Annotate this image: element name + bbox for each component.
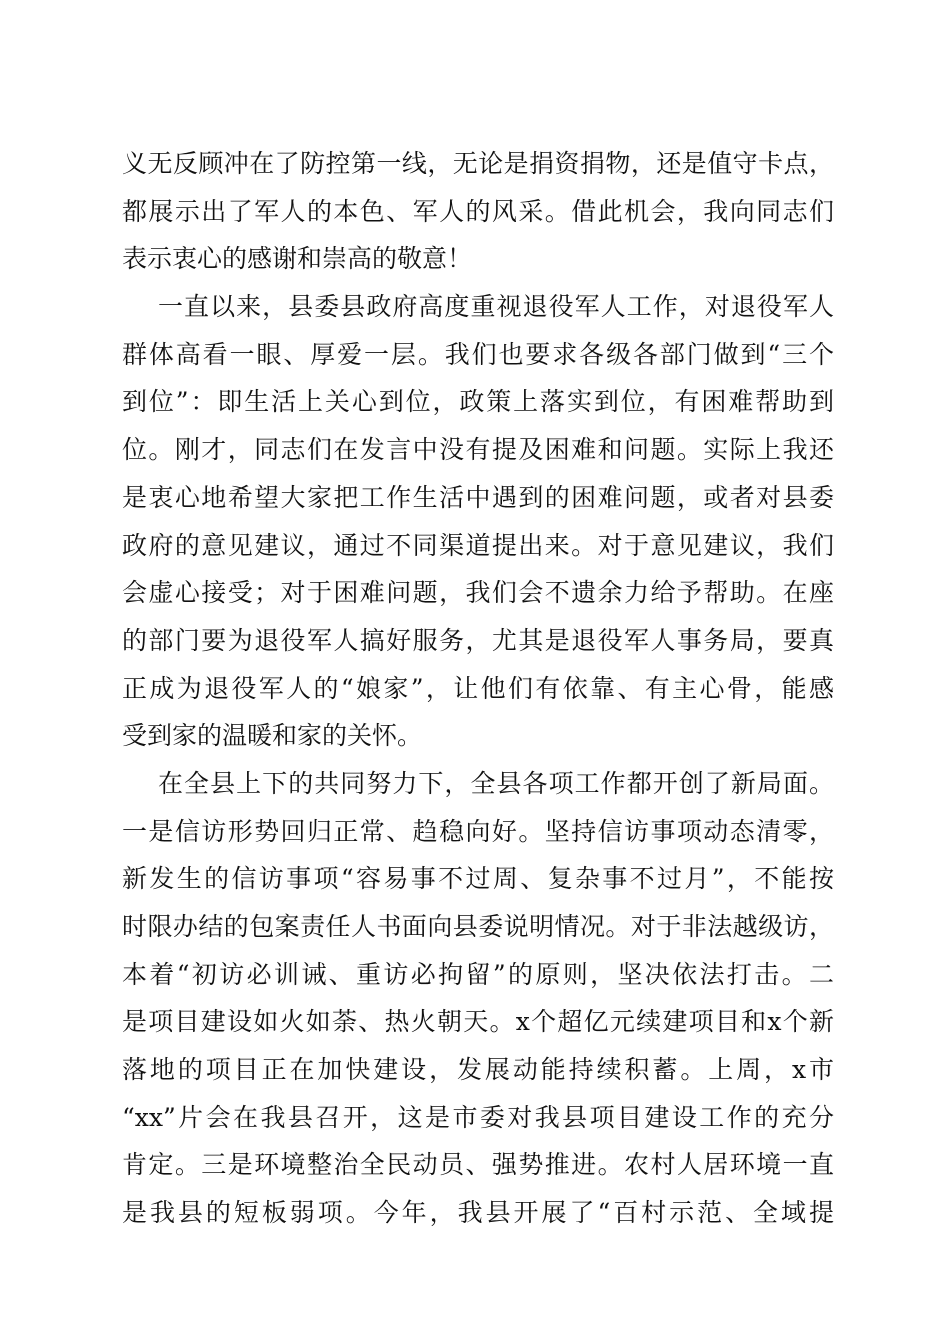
body-text	[122, 140, 834, 1237]
text-line: 本着“初访必训诫、重访必拘留”的原则，坚决依法打击。二	[122, 959, 834, 989]
text-line: 是项目建设如火如荼、热火朝天。x个超亿元续建项目和x个新	[122, 1007, 834, 1037]
text-line: 受到家的温暖和家的关怀。	[122, 721, 423, 751]
text-line: 一是信访形势回归正常、趋稳向好。坚持信访事项动态清零，	[122, 816, 834, 846]
text-line: 的部门要为退役军人搞好服务，尤其是退役军人事务局，要真	[122, 625, 834, 655]
text-line: 落地的项目正在加快建设，发展动能持续积蓄。上周，x市	[122, 1055, 834, 1085]
text-line: 群体高看一眼、厚爱一层。我们也要求各级各部门做到“三个	[122, 339, 834, 369]
text-line: 表示衷心的感谢和崇高的敬意！	[122, 244, 473, 274]
text-line: 是衷心地希望大家把工作生活中遇到的困难问题，或者对县委	[122, 482, 834, 512]
text-line: “xx”片会在我县召开，这是市委对我县项目建设工作的充分	[122, 1102, 834, 1132]
text-line: 义无反顾冲在了防控第一线，无论是捐资捐物，还是值守卡点，	[122, 149, 834, 178]
text-line: 会虚心接受；对于困难问题，我们会不遗余力给予帮助。在座	[122, 578, 834, 608]
text-line: 时限办结的包案责任人书面向县委说明情况。对于非法越级访，	[122, 912, 834, 941]
text-line: 到位”：即生活上关心到位，政策上落实到位，有困难帮助到	[122, 387, 834, 417]
text-line: 在全县上下的共同努力下，全县各项工作都开创了新局面。	[158, 768, 834, 798]
text-line: 肯定。三是环境整治全民动员、强势推进。农村人居环境一直	[122, 1150, 834, 1180]
text-line: 新发生的信访事项“容易事不过周、复杂事不过月”，不能按	[122, 864, 834, 894]
text-line: 都展示出了军人的本色、军人的风采。借此机会，我向同志们	[122, 196, 834, 226]
text-line: 政府的意见建议，通过不同渠道提出来。对于意见建议，我们	[122, 530, 834, 560]
text-line: 一直以来，县委县政府高度重视退役军人工作，对退役军人	[158, 292, 834, 322]
text-line: 正成为退役军人的“娘家”，让他们有依靠、有主心骨，能感	[122, 673, 834, 703]
text-line: 位。刚才，同志们在发言中没有提及困难和问题。实际上我还	[122, 435, 834, 465]
text-line: 是我县的短板弱项。今年，我县开展了“百村示范、全域提	[122, 1198, 834, 1228]
